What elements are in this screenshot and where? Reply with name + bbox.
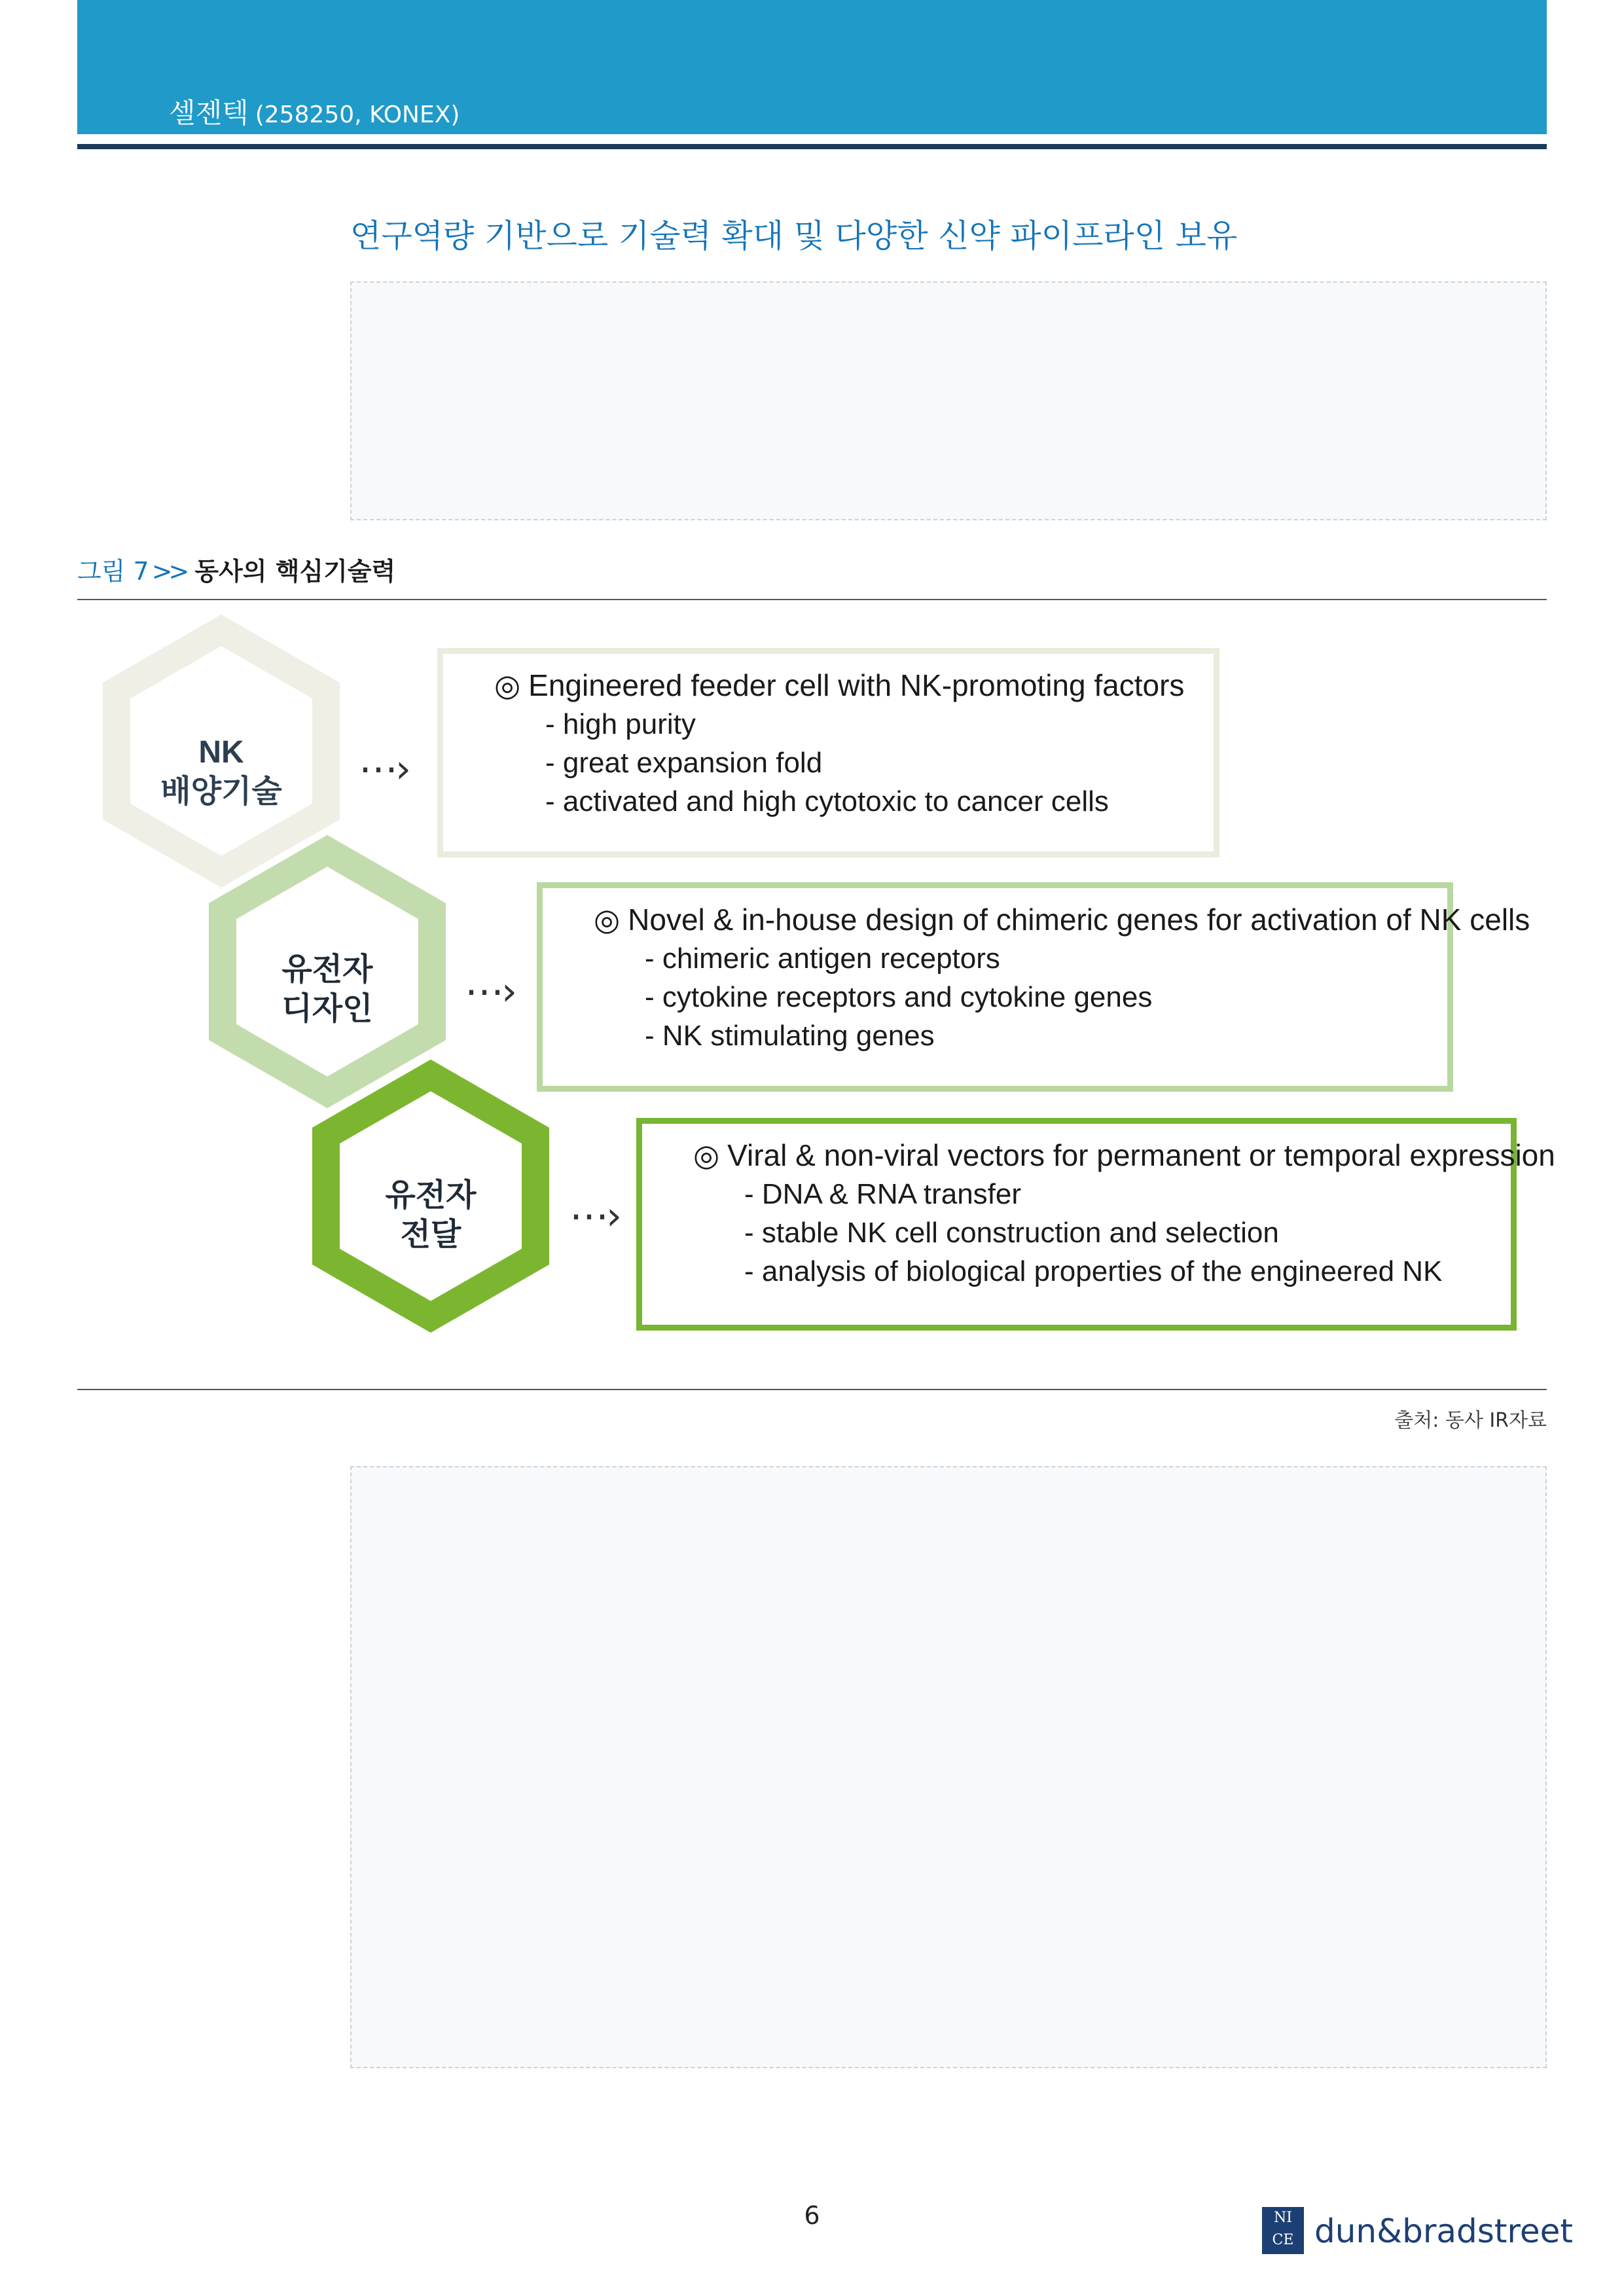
double-circle-icon: ◎ [693, 1138, 720, 1172]
figure-source: 출처: 동사 IR자료 [1394, 1409, 1547, 1432]
feature-item: - analysis of biological properties of the engineered NK [744, 1252, 1511, 1291]
section-title: 연구역량 기반으로 기술력 확대 및 다양한 신약 파이프라인 보유 [350, 217, 1238, 255]
figure-arrow-icon: >> [151, 557, 186, 586]
dotted-arrow-icon: ⋯› [465, 969, 514, 1014]
hex-label-nk-culture [123, 733, 319, 812]
paragraph-placeholder [350, 1466, 1547, 2068]
feature-box-nk-culture [437, 648, 1219, 857]
hex-label-line: 전달 [400, 1217, 461, 1252]
feature-heading-text: Engineered feeder cell with NK-promoting factors [528, 668, 1185, 702]
dun-bradstreet-logo: dun&bradstreet [1314, 2212, 1574, 2250]
hex-label-line: 디자인 [281, 992, 373, 1026]
feature-list [744, 1175, 1511, 1291]
double-circle-icon: ◎ [594, 903, 621, 937]
feature-list [645, 939, 1447, 1055]
feature-heading-text: Novel & in-house design of chimeric genes for activation of NK cells [628, 903, 1530, 937]
feature-heading-text: Viral & non-viral vectors for permanent or temporal expression [727, 1138, 1555, 1172]
feature-item: - NK stimulating genes [645, 1016, 1447, 1055]
feature-heading [594, 900, 1530, 939]
hex-label-line: 배양기술 [160, 774, 282, 809]
feature-heading [494, 666, 1214, 705]
header-divider [77, 144, 1547, 149]
figure-caption [77, 551, 395, 587]
feature-box-gene-design [537, 882, 1530, 1092]
paragraph-placeholder [350, 281, 1547, 520]
feature-item: - chimeric antigen receptors [645, 939, 1447, 978]
company-name: 셀젠텍 [169, 97, 249, 129]
feature-item: - high purity [545, 705, 1214, 744]
figure-title: 동사의 핵심기술력 [194, 557, 396, 586]
hex-label-gene-design [229, 950, 425, 1029]
feature-box-gene-delivery [636, 1118, 1555, 1331]
feature-item: - great expansion fold [545, 744, 1214, 782]
hex-label-gene-delivery [333, 1176, 529, 1255]
ticker: (258250, KONEX) [255, 101, 460, 128]
feature-item: - stable NK cell construction and selection [744, 1213, 1511, 1252]
figure-label: 그림 7 [77, 557, 149, 586]
hex-label-line: 유전자 [385, 1178, 477, 1213]
nice-logo: NI CE [1262, 2207, 1304, 2254]
feature-item: - DNA & RNA transfer [744, 1175, 1511, 1213]
dotted-arrow-icon: ⋯› [569, 1193, 619, 1239]
feature-item: - cytokine receptors and cytokine genes [645, 978, 1447, 1016]
feature-item: - activated and high cytotoxic to cancer cells [545, 782, 1214, 821]
figure-bottom-rule [77, 1389, 1547, 1390]
dotted-arrow-icon: ⋯› [359, 746, 408, 792]
report-header [169, 92, 460, 131]
double-circle-icon: ◎ [494, 668, 521, 702]
feature-list [545, 705, 1214, 821]
feature-heading [693, 1136, 1555, 1175]
hex-label-line: 유전자 [281, 952, 373, 987]
hex-label-line: NK [198, 735, 244, 770]
figure-top-rule [77, 599, 1547, 600]
page-number: 6 [804, 2201, 820, 2230]
